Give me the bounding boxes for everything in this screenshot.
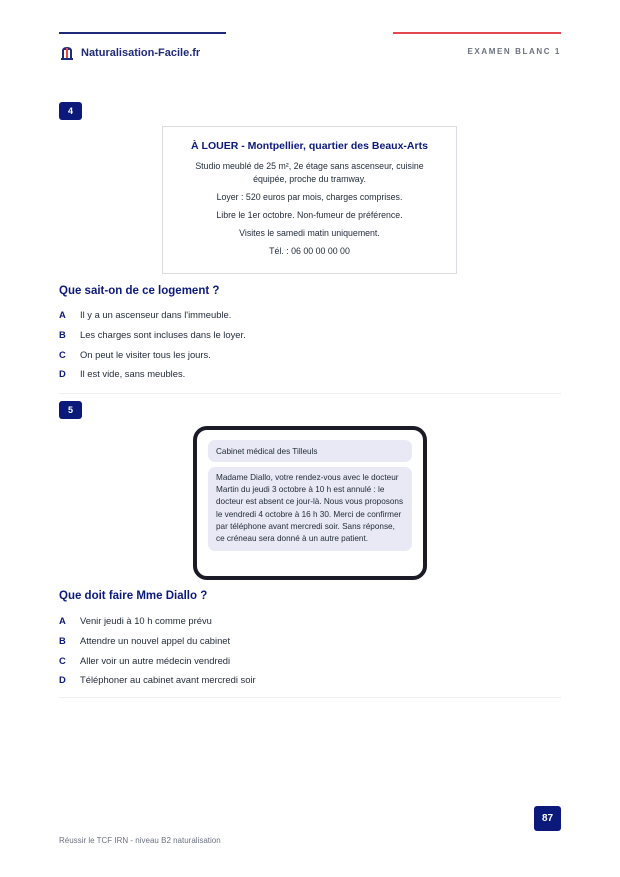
option-b[interactable] (59, 325, 561, 345)
question-number-badge: 4 (59, 102, 82, 120)
option-letter: D (59, 674, 66, 686)
answer-options (59, 611, 561, 690)
option-text: Aller voir un autre médecin vendredi (80, 654, 231, 666)
brand (59, 45, 200, 61)
option-a[interactable] (59, 305, 561, 325)
ad-line: Studio meublé de 25 m², 2e étage sans ascenseur, cuisine équipée, proche du tramway. (195, 161, 424, 184)
sms-sender: Cabinet médical des Tilleuls (208, 440, 412, 462)
brand-name: Naturalisation-Facile.fr (81, 47, 201, 59)
option-letter: C (59, 348, 66, 360)
section-divider (59, 697, 561, 698)
ad-line: Visites le samedi matin uniquement. (239, 228, 380, 238)
option-letter: B (59, 635, 66, 647)
option-text: Attendre un nouvel appel du cabinet (80, 635, 231, 647)
ad-title: À LOUER - Montpellier, quartier des Beaux-Arts (191, 140, 428, 152)
option-a[interactable] (59, 611, 561, 631)
header-rule-left (59, 32, 226, 34)
option-text: Il est vide, sans meubles. (80, 368, 186, 380)
option-text: Les charges sont incluses dans le loyer. (80, 329, 246, 341)
option-text: Téléphoner au cabinet avant mercredi soir (80, 674, 256, 686)
section-divider (59, 393, 561, 394)
phone-sms (193, 426, 427, 580)
option-c[interactable] (59, 344, 561, 364)
option-text: On peut le visiter tous les jours. (80, 348, 211, 360)
option-b[interactable] (59, 631, 561, 651)
header-rule-right (393, 32, 561, 34)
ad-line: Loyer : 520 euros par mois, charges comprises. (216, 192, 403, 202)
ad-line: Tél. : 06 00 00 00 00 (269, 246, 350, 256)
option-d[interactable] (59, 364, 561, 384)
option-d[interactable] (59, 670, 561, 690)
page-number: 87 (534, 806, 561, 831)
question-number-badge: 5 (59, 401, 82, 419)
question-text: Que sait-on de ce logement ? (59, 285, 220, 297)
option-letter: A (59, 615, 66, 627)
exam-label: EXAMEN BLANC 1 (467, 47, 561, 56)
option-c[interactable] (59, 650, 561, 670)
question-text: Que doit faire Mme Diallo ? (59, 590, 208, 602)
rental-ad (162, 126, 457, 274)
option-letter: A (59, 309, 66, 321)
ad-line: Libre le 1er octobre. Non-fumeur de préférence. (216, 210, 403, 220)
gendarme-hat-icon (59, 45, 75, 61)
sms-message: Madame Diallo, votre rendez-vous avec le docteur Martin du jeudi 3 octobre à 10 h est annulé : le docteur est absent ce jour-là. Nous vous proposons le vendredi 4 octobre à 16 h 30. Merci de confirmer par téléphone avant mercredi soir. Sans réponse, ce créneau sera donné à un autre patient. (208, 467, 412, 551)
option-text: Venir jeudi à 10 h comme prévu (80, 615, 212, 627)
option-letter: D (59, 368, 66, 380)
footer-text: Réussir le TCF IRN - niveau B2 naturalisation (59, 836, 221, 845)
option-letter: B (59, 329, 66, 341)
option-letter: C (59, 654, 66, 666)
answer-options (59, 305, 561, 384)
option-text: Il y a un ascenseur dans l'immeuble. (80, 309, 232, 321)
